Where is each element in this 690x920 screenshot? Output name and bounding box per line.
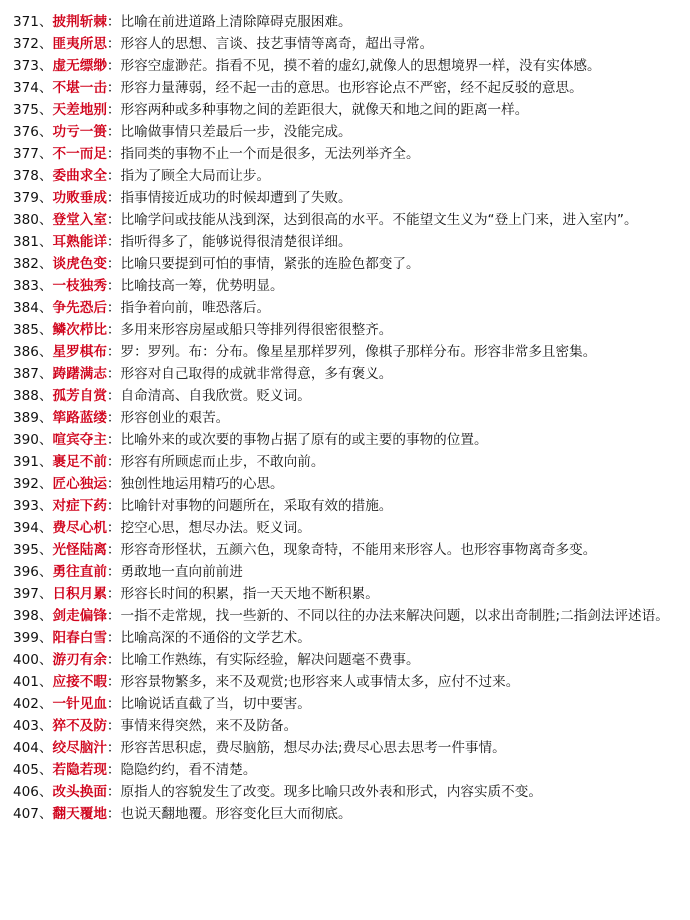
entry-colon: ： (106, 542, 121, 558)
entry-definition: 挖空心思，想尽办法。贬义词。 (120, 520, 311, 536)
entry-number: 381 (13, 234, 39, 250)
entry-definition: 比喻只要提到可怕的事情，紧张的连脸色都变了。 (120, 256, 420, 272)
entry-colon: ： (106, 344, 121, 360)
entry-separator: 、 (38, 36, 53, 52)
entry-number: 377 (13, 146, 39, 162)
entry-definition: 指为了顾全大局而让步。 (120, 168, 271, 184)
idiom-entry (13, 187, 676, 209)
entry-separator: 、 (38, 740, 53, 756)
idiom-entry (13, 429, 676, 451)
idiom-entry (13, 143, 676, 165)
entry-idiom: 孤芳自赏 (52, 388, 107, 404)
entry-colon: ： (106, 58, 121, 74)
entry-idiom: 不一而足 (52, 146, 107, 162)
entry-number: 373 (13, 58, 39, 74)
idiom-entry (13, 33, 676, 55)
entry-idiom: 绞尽脑汁 (52, 740, 107, 756)
entry-definition: 比喻高深的不通俗的文学艺术。 (120, 630, 311, 646)
entry-definition: 指听得多了，能够说得很清楚很详细。 (120, 234, 352, 250)
entry-number: 403 (13, 718, 39, 734)
entry-number: 378 (13, 168, 39, 184)
idiom-entry (13, 473, 676, 495)
entry-definition: 独创性地运用精巧的心思。 (120, 476, 284, 492)
entry-number: 382 (13, 256, 39, 272)
idiom-entry (13, 11, 676, 33)
entry-number: 396 (13, 564, 39, 580)
entry-idiom: 披荆斩棘 (52, 14, 107, 30)
entry-colon: ： (106, 806, 121, 822)
entry-colon: ： (106, 564, 121, 580)
entry-colon: ： (106, 586, 121, 602)
entry-idiom: 猝不及防 (52, 718, 107, 734)
entry-separator: 、 (38, 674, 53, 690)
entry-number: 397 (13, 586, 39, 602)
idiom-entry (13, 209, 676, 231)
idiom-entry (13, 121, 676, 143)
entry-separator: 、 (38, 168, 53, 184)
entry-separator: 、 (38, 806, 53, 822)
entry-idiom: 费尽心机 (52, 520, 107, 536)
idiom-entry (13, 363, 676, 385)
idiom-entry (13, 407, 676, 429)
idiom-entry (13, 693, 676, 715)
entry-idiom: 勇往直前 (52, 564, 107, 580)
entry-number: 372 (13, 36, 39, 52)
entry-colon: ： (106, 366, 121, 382)
entry-colon: ： (106, 520, 121, 536)
entry-idiom: 委曲求全 (52, 168, 107, 184)
entry-idiom: 功亏一篑 (52, 124, 107, 140)
entry-definition: 形容两种或多种事物之间的差距很大，就像天和地之间的距离一样。 (120, 102, 529, 118)
entry-separator: 、 (38, 190, 53, 206)
entry-definition: 形容景物繁多，来不及观赏;也形容来人或事情太多，应付不过来。 (120, 674, 520, 690)
entry-number: 380 (13, 212, 39, 228)
entry-definition: 比喻针对事物的问题所在，采取有效的措施。 (120, 498, 393, 514)
entry-colon: ： (106, 718, 121, 734)
entry-idiom: 匪夷所思 (52, 36, 107, 52)
entry-idiom: 功败垂成 (52, 190, 107, 206)
entry-definition: 形容创业的艰苦。 (120, 410, 230, 426)
entry-definition: 事情来得突然，来不及防备。 (120, 718, 298, 734)
entry-separator: 、 (38, 14, 53, 30)
entry-idiom: 匠心独运 (52, 476, 107, 492)
entry-colon: ： (106, 80, 121, 96)
entry-idiom: 一针见血 (52, 696, 107, 712)
entry-number: 400 (13, 652, 39, 668)
entry-idiom: 踌躇满志 (52, 366, 107, 382)
entry-colon: ： (106, 124, 121, 140)
entry-idiom: 筚路蓝缕 (52, 410, 107, 426)
entry-definition: 形容人的思想、言谈、技艺事情等离奇，超出寻常。 (120, 36, 434, 52)
entry-separator: 、 (38, 432, 53, 448)
entry-colon: ： (106, 784, 121, 800)
entry-number: 394 (13, 520, 39, 536)
entry-number: 385 (13, 322, 39, 338)
idiom-entry (13, 561, 676, 583)
entry-separator: 、 (38, 322, 53, 338)
entry-colon: ： (106, 608, 121, 624)
entry-number: 386 (13, 344, 39, 360)
idiom-entry (13, 539, 676, 561)
entry-number: 376 (13, 124, 39, 140)
idiom-entry (13, 605, 676, 627)
idiom-entry (13, 385, 676, 407)
entry-separator: 、 (38, 564, 53, 580)
entry-definition: 比喻技高一筹，优势明显。 (120, 278, 284, 294)
entry-number: 405 (13, 762, 39, 778)
entry-separator: 、 (38, 762, 53, 778)
entry-colon: ： (106, 476, 121, 492)
entry-number: 399 (13, 630, 39, 646)
entry-number: 391 (13, 454, 39, 470)
entry-separator: 、 (38, 652, 53, 668)
entry-idiom: 阳春白雪 (52, 630, 107, 646)
entry-colon: ： (106, 212, 121, 228)
entry-definition: 形容有所顾虑而止步，不敢向前。 (120, 454, 325, 470)
entry-definition: 指同类的事物不止一个而是很多，无法列举齐全。 (120, 146, 420, 162)
entry-separator: 、 (38, 124, 53, 140)
entry-definition: 形容力量薄弱，经不起一击的意思。也形容论点不严密，经不起反驳的意思。 (120, 80, 583, 96)
entry-separator: 、 (38, 146, 53, 162)
entry-number: 393 (13, 498, 39, 514)
entry-separator: 、 (38, 630, 53, 646)
entry-separator: 、 (38, 542, 53, 558)
entry-definition: 形容苦思积虑，费尽脑筋，想尽办法;费尽心思去思考一件事情。 (120, 740, 506, 756)
entry-idiom: 剑走偏锋 (52, 608, 107, 624)
entry-idiom: 光怪陆离 (52, 542, 107, 558)
entry-separator: 、 (38, 234, 53, 250)
entry-separator: 、 (38, 498, 53, 514)
entry-colon: ： (106, 278, 121, 294)
entry-colon: ： (106, 630, 121, 646)
entry-idiom: 翻天覆地 (52, 806, 107, 822)
entry-idiom: 若隐若现 (52, 762, 107, 778)
entry-idiom: 应接不暇 (52, 674, 107, 690)
idiom-entry (13, 165, 676, 187)
entry-separator: 、 (38, 256, 53, 272)
idiom-entry (13, 759, 676, 781)
idiom-entry (13, 627, 676, 649)
entry-idiom: 对症下药 (52, 498, 107, 514)
entry-idiom: 日积月累 (52, 586, 107, 602)
entry-number: 371 (13, 14, 39, 30)
entry-definition: 一指不走常规，找一些新的、不同以往的办法来解决问题，以求出奇制胜;二指剑法评述语。 (120, 608, 669, 624)
entry-idiom: 不堪一击 (52, 80, 107, 96)
entry-colon: ： (106, 256, 121, 272)
entry-definition: 比喻在前进道路上清除障碍克服困难。 (120, 14, 352, 30)
entry-number: 402 (13, 696, 39, 712)
entry-definition: 多用来形容房屋或船只等排列得很密很整齐。 (120, 322, 393, 338)
entry-definition: 比喻做事情只差最后一步，没能完成。 (120, 124, 352, 140)
entry-separator: 、 (38, 212, 53, 228)
entry-separator: 、 (38, 102, 53, 118)
idiom-entry (13, 715, 676, 737)
entry-idiom: 鳞次栉比 (52, 322, 107, 338)
idiom-entry (13, 99, 676, 121)
entry-number: 374 (13, 80, 39, 96)
entry-number: 392 (13, 476, 39, 492)
entry-definition: 指争着向前，唯恐落后。 (120, 300, 271, 316)
entry-separator: 、 (38, 454, 53, 470)
entry-idiom: 游刃有余 (52, 652, 107, 668)
entry-definition: 形容空虚渺茫。指看不见，摸不着的虚幻,就像人的思想境界一样，没有实体感。 (120, 58, 601, 74)
idiom-entry (13, 803, 676, 825)
entry-colon: ： (106, 498, 121, 514)
entry-separator: 、 (38, 278, 53, 294)
entry-separator: 、 (38, 410, 53, 426)
entry-definition: 也说天翻地覆。形容变化巨大而彻底。 (120, 806, 352, 822)
entry-number: 407 (13, 806, 39, 822)
entry-colon: ： (106, 388, 121, 404)
idiom-entry (13, 737, 676, 759)
entry-number: 401 (13, 674, 39, 690)
entry-separator: 、 (38, 476, 53, 492)
entry-number: 383 (13, 278, 39, 294)
entry-separator: 、 (38, 366, 53, 382)
idiom-entry (13, 495, 676, 517)
entry-separator: 、 (38, 784, 53, 800)
entry-idiom: 登堂入室 (52, 212, 107, 228)
entry-definition: 比喻学问或技能从浅到深，达到很高的水平。不能望文生义为“登上门来，进入室内”。 (120, 212, 638, 228)
entry-separator: 、 (38, 300, 53, 316)
entry-colon: ： (106, 234, 121, 250)
entry-idiom: 天差地别 (52, 102, 107, 118)
entry-separator: 、 (38, 696, 53, 712)
entry-number: 384 (13, 300, 39, 316)
entry-idiom: 谈虎色变 (52, 256, 107, 272)
idiom-entry (13, 297, 676, 319)
entry-number: 387 (13, 366, 39, 382)
idiom-entry (13, 77, 676, 99)
idiom-entry (13, 583, 676, 605)
entry-separator: 、 (38, 80, 53, 96)
entry-definition: 罗：罗列。布：分布。像星星那样罗列，像棋子那样分布。形容非常多且密集。 (120, 344, 597, 360)
entry-definition: 比喻工作熟练，有实际经验，解决问题毫不费事。 (120, 652, 420, 668)
entry-colon: ： (106, 762, 121, 778)
entry-definition: 形容对自己取得的成就非常得意，多有褒义。 (120, 366, 393, 382)
entry-number: 398 (13, 608, 39, 624)
entry-definition: 形容长时间的积累，指一天天地不断积累。 (120, 586, 379, 602)
entry-idiom: 一枝独秀 (52, 278, 107, 294)
entry-colon: ： (106, 322, 121, 338)
entry-separator: 、 (38, 58, 53, 74)
entry-colon: ： (106, 652, 121, 668)
entry-separator: 、 (38, 608, 53, 624)
entry-separator: 、 (38, 388, 53, 404)
idiom-entry (13, 671, 676, 693)
entry-separator: 、 (38, 344, 53, 360)
entry-idiom: 改头换面 (52, 784, 107, 800)
entry-colon: ： (106, 740, 121, 756)
entry-number: 388 (13, 388, 39, 404)
entry-definition: 原指人的容貌发生了改变。现多比喻只改外表和形式，内容实质不变。 (120, 784, 542, 800)
entry-colon: ： (106, 190, 121, 206)
entry-number: 379 (13, 190, 39, 206)
entry-definition: 比喻说话直截了当，切中要害。 (120, 696, 311, 712)
entry-colon: ： (106, 300, 121, 316)
entry-colon: ： (106, 432, 121, 448)
entry-definition: 隐隐约约，看不清楚。 (120, 762, 257, 778)
idiom-entry (13, 253, 676, 275)
entry-number: 390 (13, 432, 39, 448)
idiom-entry (13, 341, 676, 363)
entry-definition: 勇敢地一直向前前进 (120, 564, 243, 580)
entry-idiom: 星罗棋布 (52, 344, 107, 360)
entry-separator: 、 (38, 718, 53, 734)
entry-definition: 比喻外来的或次要的事物占据了原有的或主要的事物的位置。 (120, 432, 488, 448)
entry-definition: 自命清高、自我欣赏。贬义词。 (120, 388, 311, 404)
entry-definition: 形容奇形怪状，五颜六色，现象奇特，不能用来形容人。也形容事物离奇多变。 (120, 542, 597, 558)
entry-idiom: 喧宾夺主 (52, 432, 107, 448)
entry-idiom: 争先恐后 (52, 300, 107, 316)
idiom-entry (13, 319, 676, 341)
entry-definition: 指事情接近成功的时候却遭到了失败。 (120, 190, 352, 206)
idiom-entry (13, 517, 676, 539)
idiom-entry (13, 231, 676, 253)
entry-number: 389 (13, 410, 39, 426)
idiom-entry (13, 649, 676, 671)
entry-idiom: 耳熟能详 (52, 234, 107, 250)
entry-colon: ： (106, 14, 121, 30)
entry-number: 395 (13, 542, 39, 558)
entry-colon: ： (106, 36, 121, 52)
entry-idiom: 虚无缥缈 (52, 58, 107, 74)
entry-separator: 、 (38, 586, 53, 602)
entry-colon: ： (106, 168, 121, 184)
idiom-entry (13, 451, 676, 473)
entry-separator: 、 (38, 520, 53, 536)
entry-colon: ： (106, 454, 121, 470)
entry-colon: ： (106, 146, 121, 162)
idiom-entry (13, 781, 676, 803)
idiom-entry (13, 55, 676, 77)
entry-number: 375 (13, 102, 39, 118)
entry-number: 404 (13, 740, 39, 756)
entry-idiom: 裹足不前 (52, 454, 107, 470)
entry-colon: ： (106, 696, 121, 712)
entry-colon: ： (106, 674, 121, 690)
idiom-entry (13, 275, 676, 297)
entry-colon: ： (106, 410, 121, 426)
entry-colon: ： (106, 102, 121, 118)
entry-number: 406 (13, 784, 39, 800)
